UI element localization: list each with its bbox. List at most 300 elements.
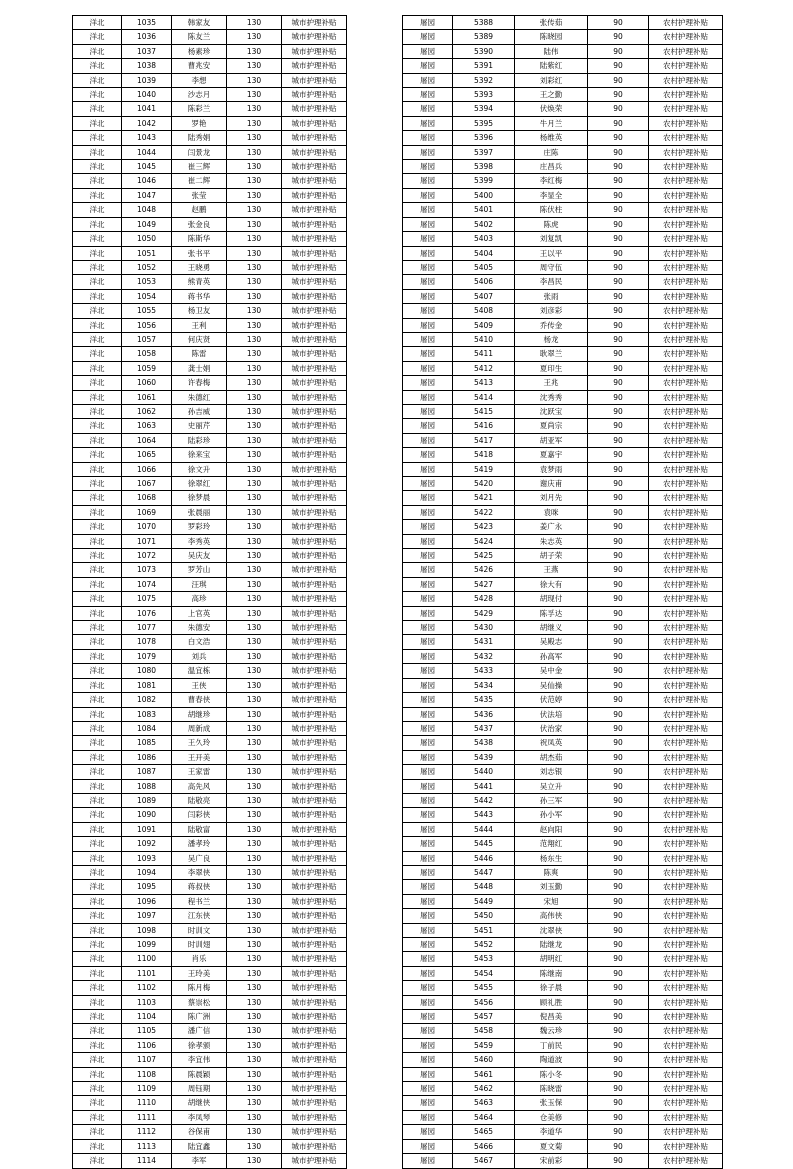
cell-amount: 90 bbox=[588, 736, 649, 750]
cell-serial: 5464 bbox=[453, 1110, 515, 1124]
cell-town: 屠园 bbox=[403, 750, 453, 764]
cell-serial: 1098 bbox=[122, 923, 172, 937]
table-row bbox=[403, 462, 723, 476]
table-row bbox=[73, 44, 347, 58]
cell-amount: 90 bbox=[588, 765, 649, 779]
cell-town: 洋北 bbox=[73, 534, 122, 548]
cell-serial: 1058 bbox=[122, 347, 172, 361]
cell-subsidy-type: 城市护理补贴 bbox=[282, 606, 347, 620]
cell-town: 屠园 bbox=[403, 966, 453, 980]
table-row bbox=[403, 217, 723, 231]
cell-name: 陈伏柱 bbox=[515, 203, 588, 217]
cell-serial: 1074 bbox=[122, 577, 172, 591]
cell-name: 王燕 bbox=[515, 563, 588, 577]
cell-serial: 1048 bbox=[122, 203, 172, 217]
cell-town: 屠园 bbox=[403, 721, 453, 735]
table-row bbox=[73, 448, 347, 462]
cell-serial: 5401 bbox=[453, 203, 515, 217]
cell-amount: 90 bbox=[588, 1010, 649, 1024]
cell-subsidy-type: 农村护理补贴 bbox=[649, 923, 723, 937]
cell-name: 孙高军 bbox=[515, 649, 588, 663]
cell-serial: 1110 bbox=[122, 1096, 172, 1110]
cell-subsidy-type: 农村护理补贴 bbox=[649, 332, 723, 346]
cell-town: 洋北 bbox=[73, 736, 122, 750]
cell-amount: 90 bbox=[588, 318, 649, 332]
cell-name: 陆伟 bbox=[515, 44, 588, 58]
table-row bbox=[403, 822, 723, 836]
cell-amount: 130 bbox=[227, 549, 282, 563]
cell-amount: 130 bbox=[227, 750, 282, 764]
cell-serial: 1050 bbox=[122, 232, 172, 246]
table-row bbox=[73, 260, 347, 274]
cell-amount: 130 bbox=[227, 952, 282, 966]
table-row bbox=[73, 981, 347, 995]
cell-serial: 1114 bbox=[122, 1154, 172, 1168]
cell-amount: 90 bbox=[588, 649, 649, 663]
cell-town: 洋北 bbox=[73, 275, 122, 289]
cell-name: 李宜伟 bbox=[172, 1053, 227, 1067]
cell-subsidy-type: 农村护理补贴 bbox=[649, 289, 723, 303]
cell-name: 夏印生 bbox=[515, 361, 588, 375]
cell-town: 洋北 bbox=[73, 332, 122, 346]
cell-town: 屠园 bbox=[403, 404, 453, 418]
table-row bbox=[403, 289, 723, 303]
cell-serial: 1039 bbox=[122, 73, 172, 87]
cell-serial: 5435 bbox=[453, 693, 515, 707]
table-row bbox=[403, 721, 723, 735]
cell-serial: 5460 bbox=[453, 1053, 515, 1067]
cell-subsidy-type: 农村护理补贴 bbox=[649, 995, 723, 1009]
cell-serial: 1086 bbox=[122, 750, 172, 764]
cell-serial: 5436 bbox=[453, 707, 515, 721]
table-row bbox=[73, 1010, 347, 1024]
cell-subsidy-type: 农村护理补贴 bbox=[649, 837, 723, 851]
cell-town: 洋北 bbox=[73, 390, 122, 404]
cell-amount: 130 bbox=[227, 736, 282, 750]
table-row bbox=[403, 477, 723, 491]
cell-amount: 90 bbox=[588, 693, 649, 707]
cell-subsidy-type: 农村护理补贴 bbox=[649, 44, 723, 58]
cell-amount: 130 bbox=[227, 232, 282, 246]
cell-town: 洋北 bbox=[73, 1010, 122, 1024]
cell-subsidy-type: 农村护理补贴 bbox=[649, 304, 723, 318]
cell-subsidy-type: 农村护理补贴 bbox=[649, 203, 723, 217]
cell-name: 胡继义 bbox=[515, 621, 588, 635]
cell-town: 洋北 bbox=[73, 419, 122, 433]
table-row bbox=[73, 736, 347, 750]
cell-name: 陆敬富 bbox=[172, 822, 227, 836]
cell-name: 姜广永 bbox=[515, 520, 588, 534]
cell-serial: 1094 bbox=[122, 865, 172, 879]
cell-town: 屠园 bbox=[403, 995, 453, 1009]
cell-name: 朱德红 bbox=[172, 390, 227, 404]
cell-amount: 130 bbox=[227, 332, 282, 346]
cell-amount: 90 bbox=[588, 549, 649, 563]
cell-town: 屠园 bbox=[403, 361, 453, 375]
cell-town: 屠园 bbox=[403, 376, 453, 390]
cell-amount: 90 bbox=[588, 188, 649, 202]
cell-town: 洋北 bbox=[73, 880, 122, 894]
cell-serial: 5437 bbox=[453, 721, 515, 735]
cell-subsidy-type: 农村护理补贴 bbox=[649, 865, 723, 879]
cell-name: 王开美 bbox=[172, 750, 227, 764]
cell-name: 沈秀秀 bbox=[515, 390, 588, 404]
cell-amount: 130 bbox=[227, 981, 282, 995]
cell-amount: 90 bbox=[588, 88, 649, 102]
cell-amount: 90 bbox=[588, 1096, 649, 1110]
cell-town: 屠园 bbox=[403, 678, 453, 692]
cell-town: 洋北 bbox=[73, 549, 122, 563]
cell-serial: 5459 bbox=[453, 1038, 515, 1052]
cell-amount: 130 bbox=[227, 16, 282, 30]
cell-subsidy-type: 城市护理补贴 bbox=[282, 736, 347, 750]
cell-serial: 5454 bbox=[453, 966, 515, 980]
cell-serial: 1037 bbox=[122, 44, 172, 58]
cell-town: 洋北 bbox=[73, 376, 122, 390]
cell-serial: 5406 bbox=[453, 275, 515, 289]
cell-name: 牛月兰 bbox=[515, 116, 588, 130]
cell-town: 洋北 bbox=[73, 361, 122, 375]
table-row bbox=[403, 1139, 723, 1153]
cell-name: 陶道波 bbox=[515, 1053, 588, 1067]
cell-amount: 130 bbox=[227, 534, 282, 548]
cell-name: 宋前彩 bbox=[515, 1154, 588, 1168]
table-row bbox=[403, 160, 723, 174]
cell-amount: 130 bbox=[227, 217, 282, 231]
cell-town: 洋北 bbox=[73, 304, 122, 318]
cell-serial: 1087 bbox=[122, 765, 172, 779]
cell-subsidy-type: 农村护理补贴 bbox=[649, 347, 723, 361]
cell-subsidy-type: 农村护理补贴 bbox=[649, 390, 723, 404]
cell-town: 洋北 bbox=[73, 1082, 122, 1096]
cell-name: 时训翅 bbox=[172, 938, 227, 952]
cell-town: 屠园 bbox=[403, 563, 453, 577]
cell-amount: 130 bbox=[227, 361, 282, 375]
cell-subsidy-type: 农村护理补贴 bbox=[649, 1154, 723, 1168]
cell-serial: 5419 bbox=[453, 462, 515, 476]
cell-serial: 5458 bbox=[453, 1024, 515, 1038]
table-row bbox=[403, 131, 723, 145]
cell-name: 蒋书华 bbox=[172, 289, 227, 303]
table-row bbox=[403, 304, 723, 318]
cell-town: 屠园 bbox=[403, 793, 453, 807]
cell-subsidy-type: 农村护理补贴 bbox=[649, 707, 723, 721]
cell-amount: 90 bbox=[588, 851, 649, 865]
cell-serial: 5423 bbox=[453, 520, 515, 534]
table-row bbox=[73, 232, 347, 246]
cell-amount: 130 bbox=[227, 865, 282, 879]
table-row bbox=[73, 966, 347, 980]
cell-serial: 1065 bbox=[122, 448, 172, 462]
cell-serial: 1093 bbox=[122, 851, 172, 865]
cell-amount: 90 bbox=[588, 592, 649, 606]
cell-amount: 90 bbox=[588, 865, 649, 879]
cell-serial: 1107 bbox=[122, 1053, 172, 1067]
cell-subsidy-type: 城市护理补贴 bbox=[282, 621, 347, 635]
table-row bbox=[403, 102, 723, 116]
cell-serial: 5447 bbox=[453, 865, 515, 879]
cell-serial: 5446 bbox=[453, 851, 515, 865]
cell-name: 谷保甫 bbox=[172, 1125, 227, 1139]
cell-town: 洋北 bbox=[73, 606, 122, 620]
cell-amount: 90 bbox=[588, 376, 649, 390]
cell-subsidy-type: 城市护理补贴 bbox=[282, 808, 347, 822]
table-row bbox=[403, 318, 723, 332]
cell-amount: 130 bbox=[227, 765, 282, 779]
cell-subsidy-type: 城市护理补贴 bbox=[282, 649, 347, 663]
cell-town: 屠园 bbox=[403, 635, 453, 649]
cell-town: 洋北 bbox=[73, 793, 122, 807]
cell-amount: 130 bbox=[227, 1154, 282, 1168]
cell-amount: 130 bbox=[227, 923, 282, 937]
cell-subsidy-type: 农村护理补贴 bbox=[649, 505, 723, 519]
table-row bbox=[403, 505, 723, 519]
cell-subsidy-type: 城市护理补贴 bbox=[282, 635, 347, 649]
cell-town: 洋北 bbox=[73, 750, 122, 764]
table-row bbox=[73, 462, 347, 476]
cell-amount: 90 bbox=[588, 664, 649, 678]
cell-name: 袁梦雨 bbox=[515, 462, 588, 476]
cell-subsidy-type: 农村护理补贴 bbox=[649, 433, 723, 447]
cell-amount: 90 bbox=[588, 995, 649, 1009]
cell-serial: 5428 bbox=[453, 592, 515, 606]
cell-serial: 5397 bbox=[453, 145, 515, 159]
cell-subsidy-type: 农村护理补贴 bbox=[649, 160, 723, 174]
cell-subsidy-type: 城市护理补贴 bbox=[282, 44, 347, 58]
cell-serial: 1112 bbox=[122, 1125, 172, 1139]
table-row bbox=[73, 1053, 347, 1067]
table-body bbox=[403, 16, 723, 1169]
table-row bbox=[73, 477, 347, 491]
cell-subsidy-type: 城市护理补贴 bbox=[282, 289, 347, 303]
cell-town: 洋北 bbox=[73, 217, 122, 231]
table-row bbox=[403, 1024, 723, 1038]
cell-name: 吴仙操 bbox=[515, 678, 588, 692]
cell-subsidy-type: 城市护理补贴 bbox=[282, 966, 347, 980]
cell-amount: 90 bbox=[588, 1067, 649, 1081]
cell-town: 屠园 bbox=[403, 577, 453, 591]
cell-amount: 130 bbox=[227, 289, 282, 303]
cell-serial: 5399 bbox=[453, 174, 515, 188]
cell-amount: 90 bbox=[588, 232, 649, 246]
cell-name: 张传茹 bbox=[515, 16, 588, 30]
cell-subsidy-type: 城市护理补贴 bbox=[282, 765, 347, 779]
table-row bbox=[73, 174, 347, 188]
table-row bbox=[403, 1082, 723, 1096]
table-row bbox=[73, 923, 347, 937]
cell-serial: 5462 bbox=[453, 1082, 515, 1096]
cell-name: 陆彩珍 bbox=[172, 433, 227, 447]
cell-amount: 130 bbox=[227, 275, 282, 289]
table-row bbox=[73, 1139, 347, 1153]
cell-subsidy-type: 城市护理补贴 bbox=[282, 419, 347, 433]
cell-serial: 5461 bbox=[453, 1067, 515, 1081]
cell-serial: 1049 bbox=[122, 217, 172, 231]
table-row bbox=[73, 145, 347, 159]
cell-town: 屠园 bbox=[403, 952, 453, 966]
cell-town: 洋北 bbox=[73, 865, 122, 879]
cell-town: 屠园 bbox=[403, 16, 453, 30]
cell-serial: 5404 bbox=[453, 246, 515, 260]
cell-subsidy-type: 城市护理补贴 bbox=[282, 491, 347, 505]
cell-serial: 1055 bbox=[122, 304, 172, 318]
table-row bbox=[73, 505, 347, 519]
cell-serial: 1070 bbox=[122, 520, 172, 534]
cell-subsidy-type: 城市护理补贴 bbox=[282, 678, 347, 692]
cell-amount: 130 bbox=[227, 404, 282, 418]
cell-name: 吴中金 bbox=[515, 664, 588, 678]
table-row bbox=[73, 304, 347, 318]
cell-serial: 1063 bbox=[122, 419, 172, 433]
cell-amount: 90 bbox=[588, 534, 649, 548]
cell-serial: 1090 bbox=[122, 808, 172, 822]
cell-serial: 1067 bbox=[122, 477, 172, 491]
table-row bbox=[73, 837, 347, 851]
cell-town: 屠园 bbox=[403, 304, 453, 318]
cell-town: 洋北 bbox=[73, 693, 122, 707]
cell-name: 乔传金 bbox=[515, 318, 588, 332]
cell-subsidy-type: 城市护理补贴 bbox=[282, 707, 347, 721]
table-row bbox=[73, 577, 347, 591]
cell-subsidy-type: 城市护理补贴 bbox=[282, 1139, 347, 1153]
cell-subsidy-type: 农村护理补贴 bbox=[649, 664, 723, 678]
cell-serial: 1099 bbox=[122, 938, 172, 952]
cell-name: 杨东生 bbox=[515, 851, 588, 865]
cell-name: 高先风 bbox=[172, 779, 227, 793]
table-row bbox=[73, 289, 347, 303]
table-row bbox=[403, 1053, 723, 1067]
cell-amount: 90 bbox=[588, 174, 649, 188]
cell-subsidy-type: 农村护理补贴 bbox=[649, 318, 723, 332]
cell-serial: 1081 bbox=[122, 678, 172, 692]
cell-subsidy-type: 城市护理补贴 bbox=[282, 1125, 347, 1139]
cell-name: 徐翠红 bbox=[172, 477, 227, 491]
cell-town: 洋北 bbox=[73, 1096, 122, 1110]
cell-serial: 1109 bbox=[122, 1082, 172, 1096]
cell-amount: 130 bbox=[227, 721, 282, 735]
cell-name: 耿翠兰 bbox=[515, 347, 588, 361]
cell-subsidy-type: 城市护理补贴 bbox=[282, 116, 347, 130]
cell-serial: 1060 bbox=[122, 376, 172, 390]
cell-subsidy-type: 城市护理补贴 bbox=[282, 779, 347, 793]
cell-name: 张雨 bbox=[515, 289, 588, 303]
cell-serial: 5410 bbox=[453, 332, 515, 346]
table-row bbox=[403, 923, 723, 937]
cell-name: 胡亚军 bbox=[515, 433, 588, 447]
cell-town: 屠园 bbox=[403, 520, 453, 534]
table-row bbox=[403, 361, 723, 375]
table-row bbox=[73, 721, 347, 735]
cell-amount: 90 bbox=[588, 131, 649, 145]
cell-serial: 5398 bbox=[453, 160, 515, 174]
table-row bbox=[73, 160, 347, 174]
cell-name: 徐来宝 bbox=[172, 448, 227, 462]
cell-name: 徐大有 bbox=[515, 577, 588, 591]
cell-amount: 90 bbox=[588, 491, 649, 505]
cell-amount: 90 bbox=[588, 462, 649, 476]
cell-name: 闫彩侠 bbox=[172, 808, 227, 822]
cell-town: 洋北 bbox=[73, 44, 122, 58]
cell-name: 程书兰 bbox=[172, 894, 227, 908]
cell-town: 屠园 bbox=[403, 621, 453, 635]
cell-serial: 5402 bbox=[453, 217, 515, 231]
table-row bbox=[403, 765, 723, 779]
cell-town: 屠园 bbox=[403, 894, 453, 908]
cell-subsidy-type: 城市护理补贴 bbox=[282, 664, 347, 678]
cell-subsidy-type: 农村护理补贴 bbox=[649, 649, 723, 663]
cell-subsidy-type: 农村护理补贴 bbox=[649, 1067, 723, 1081]
cell-subsidy-type: 农村护理补贴 bbox=[649, 563, 723, 577]
cell-subsidy-type: 农村护理补贴 bbox=[649, 116, 723, 130]
cell-amount: 90 bbox=[588, 1125, 649, 1139]
cell-subsidy-type: 城市护理补贴 bbox=[282, 477, 347, 491]
cell-amount: 90 bbox=[588, 477, 649, 491]
cell-name: 时训文 bbox=[172, 923, 227, 937]
cell-name: 高珍 bbox=[172, 592, 227, 606]
table-row bbox=[73, 217, 347, 231]
cell-name: 王晓勇 bbox=[172, 260, 227, 274]
cell-subsidy-type: 城市护理补贴 bbox=[282, 1067, 347, 1081]
cell-name: 吴庆友 bbox=[172, 549, 227, 563]
cell-serial: 1071 bbox=[122, 534, 172, 548]
cell-town: 屠园 bbox=[403, 102, 453, 116]
cell-name: 陆宜鑫 bbox=[172, 1139, 227, 1153]
table-row bbox=[73, 520, 347, 534]
cell-subsidy-type: 农村护理补贴 bbox=[649, 621, 723, 635]
cell-subsidy-type: 农村护理补贴 bbox=[649, 534, 723, 548]
cell-serial: 1077 bbox=[122, 621, 172, 635]
cell-name: 胡现付 bbox=[515, 592, 588, 606]
cell-subsidy-type: 城市护理补贴 bbox=[282, 995, 347, 1009]
cell-name: 白文浩 bbox=[172, 635, 227, 649]
cell-name: 江东侠 bbox=[172, 909, 227, 923]
cell-amount: 90 bbox=[588, 923, 649, 937]
cell-amount: 90 bbox=[588, 30, 649, 44]
cell-amount: 90 bbox=[588, 1110, 649, 1124]
cell-subsidy-type: 农村护理补贴 bbox=[649, 1110, 723, 1124]
cell-amount: 90 bbox=[588, 621, 649, 635]
cell-serial: 5413 bbox=[453, 376, 515, 390]
cell-subsidy-type: 农村护理补贴 bbox=[649, 59, 723, 73]
cell-subsidy-type: 农村护理补贴 bbox=[649, 1038, 723, 1052]
cell-town: 屠园 bbox=[403, 462, 453, 476]
cell-town: 洋北 bbox=[73, 765, 122, 779]
cell-subsidy-type: 农村护理补贴 bbox=[649, 491, 723, 505]
cell-serial: 5415 bbox=[453, 404, 515, 418]
table-row bbox=[403, 909, 723, 923]
cell-subsidy-type: 城市护理补贴 bbox=[282, 145, 347, 159]
cell-amount: 130 bbox=[227, 563, 282, 577]
cell-amount: 90 bbox=[588, 1082, 649, 1096]
cell-amount: 130 bbox=[227, 491, 282, 505]
table-row bbox=[403, 332, 723, 346]
cell-amount: 90 bbox=[588, 707, 649, 721]
cell-town: 洋北 bbox=[73, 1053, 122, 1067]
cell-serial: 1041 bbox=[122, 102, 172, 116]
cell-serial: 1059 bbox=[122, 361, 172, 375]
cell-name: 蒋叔侠 bbox=[172, 880, 227, 894]
table-row bbox=[403, 520, 723, 534]
cell-serial: 5416 bbox=[453, 419, 515, 433]
cell-name: 李显全 bbox=[515, 188, 588, 202]
table-row bbox=[73, 102, 347, 116]
cell-name: 周守伍 bbox=[515, 260, 588, 274]
cell-amount: 90 bbox=[588, 750, 649, 764]
cell-name: 蔡崇松 bbox=[172, 995, 227, 1009]
cell-town: 洋北 bbox=[73, 88, 122, 102]
cell-subsidy-type: 城市护理补贴 bbox=[282, 260, 347, 274]
table-row bbox=[403, 88, 723, 102]
